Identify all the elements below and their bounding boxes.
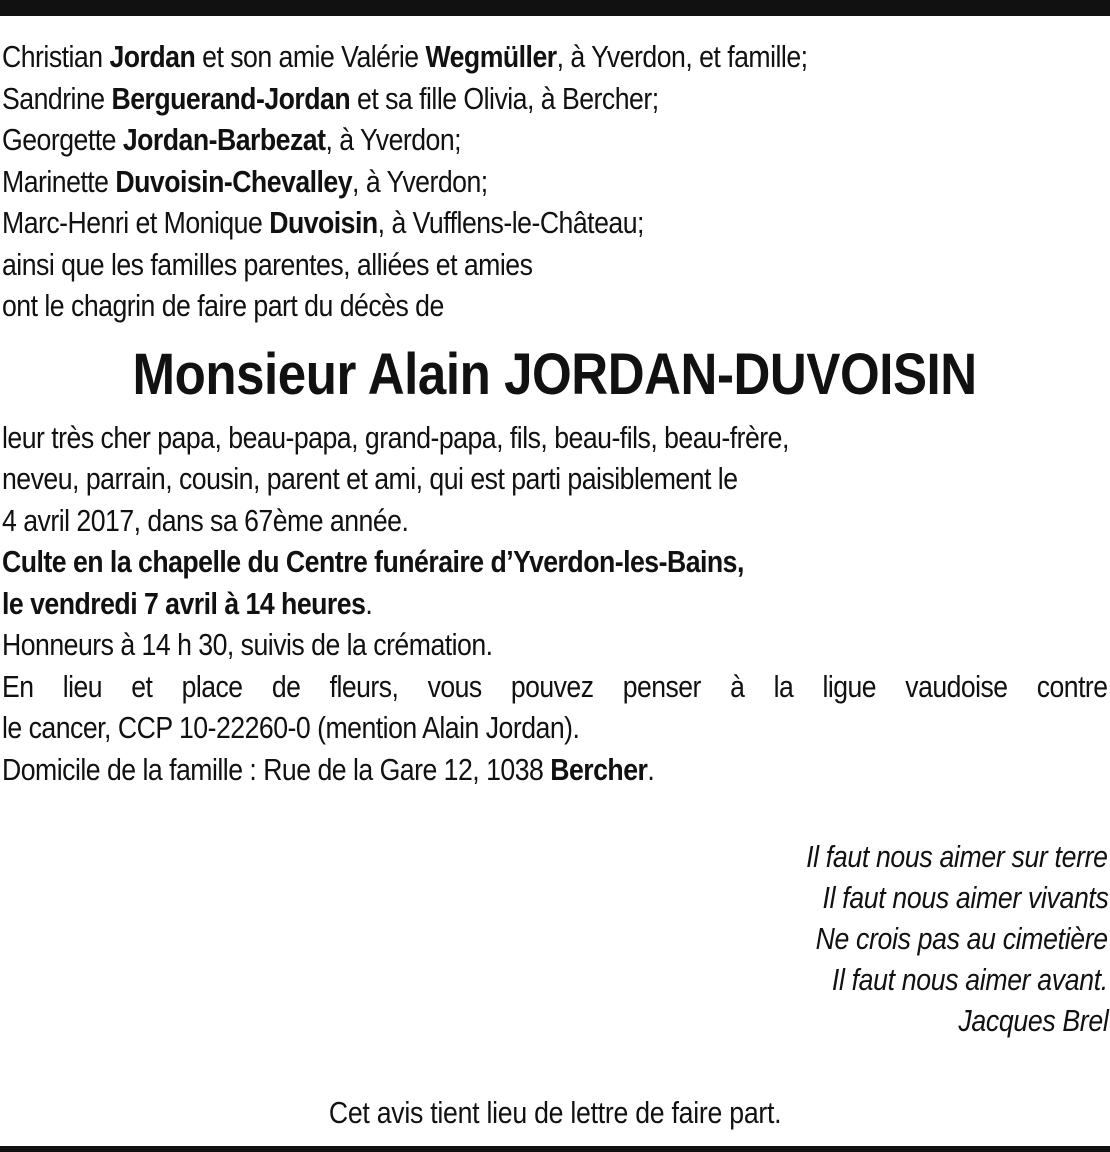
- domicile-text: Domicile de la famille : Rue de la Gare 12, 1038: [2, 751, 551, 787]
- service-period: .: [365, 585, 373, 621]
- obituary-notice: [2, 36, 1108, 1041]
- family-surname: Duvoisin-Chevalley: [115, 163, 353, 199]
- poem-line-4: [2, 959, 1108, 1000]
- family-surname: Berguerand-Jordan: [111, 80, 351, 116]
- family-text: Marinette: [2, 163, 116, 199]
- flowers-line-2: le cancer, CCP 10-22260-0 (mention Alain Jordan).: [2, 710, 580, 745]
- poem: [2, 836, 1108, 1041]
- service-date: le vendredi 7 avril à 14 heures: [2, 585, 366, 621]
- poem-text: Ne crois pas au cimetière: [815, 921, 1108, 956]
- family-text: , à Vufflens-le-Château;: [377, 205, 644, 240]
- service-info: [2, 541, 1108, 624]
- family-text: , à Yverdon;: [352, 163, 488, 199]
- deceased-name: [2, 341, 1108, 409]
- family-line-4: [2, 161, 1110, 203]
- relatives-line: ainsi que les familles parentes, alliées et amies: [2, 246, 533, 282]
- honors-line: Honneurs à 14 h 30, suivis de la crémation.: [2, 627, 493, 662]
- poem-line-2: [2, 877, 1108, 918]
- bottom-rule: [0, 1146, 1110, 1152]
- domicile-place: Bercher: [550, 751, 648, 787]
- family-text: et sa fille Olivia, à Bercher;: [350, 80, 659, 116]
- poem-text: Il faut nous aimer sur terre: [806, 839, 1108, 874]
- description: [2, 417, 1108, 542]
- flowers-note: [2, 666, 1108, 749]
- family-text: , à Yverdon, et famille;: [556, 39, 808, 74]
- deceased-name-text: Monsieur Alain JORDAN-DUVOISIN: [132, 341, 978, 407]
- family-text: Sandrine: [2, 80, 112, 116]
- description-line-1: leur très cher papa, beau-papa, grand-papa, fils, beau-fils, beau-frère,: [2, 419, 789, 455]
- family-surname: Jordan-Barbezat: [122, 122, 326, 157]
- top-rule: [0, 0, 1110, 16]
- family-surname: Jordan: [109, 39, 196, 74]
- family-line-2: [2, 78, 1110, 120]
- description-line-3: 4 avril 2017, dans sa 67ème année.: [2, 502, 409, 538]
- announce-line: ont le chagrin de faire part du décès de: [2, 288, 444, 323]
- service-line-2: [2, 583, 1110, 625]
- family-surname: Duvoisin: [269, 205, 378, 240]
- family-list: [2, 36, 1108, 327]
- domicile-line: [2, 749, 1110, 791]
- footer-note: [0, 1093, 1110, 1133]
- family-line-3: [2, 119, 1110, 161]
- family-text: Christian: [2, 39, 110, 74]
- poem-text: Il faut nous aimer vivants: [822, 880, 1108, 915]
- poem-author-text: Jacques Brel: [958, 1003, 1108, 1038]
- footer-text: Cet avis tient lieu de lettre de faire part.: [328, 1095, 782, 1130]
- flowers-line-1: En lieu et place de fleurs, vous pouvez penser à la ligue vaudoise contre: [2, 668, 1108, 704]
- family-text: Georgette: [2, 122, 123, 157]
- family-text: Marc-Henri et Monique: [2, 205, 270, 240]
- description-line-2: neveu, parrain, cousin, parent et ami, qui est parti paisiblement le: [2, 461, 738, 496]
- service-line-1: Culte en la chapelle du Centre funéraire d’Yverdon-les-Bains,: [2, 544, 744, 579]
- poem-line-1: [2, 836, 1108, 877]
- poem-text: Il faut nous aimer avant.: [832, 962, 1108, 997]
- family-text: , à Yverdon;: [325, 122, 462, 157]
- family-text: et son amie Valérie: [195, 39, 426, 74]
- family-line-1: [2, 36, 1110, 78]
- domicile-period: .: [647, 751, 655, 787]
- family-surname: Wegmüller: [425, 39, 557, 74]
- family-line-5: [2, 202, 1110, 244]
- poem-author: [2, 1000, 1108, 1041]
- poem-line-3: [2, 918, 1108, 959]
